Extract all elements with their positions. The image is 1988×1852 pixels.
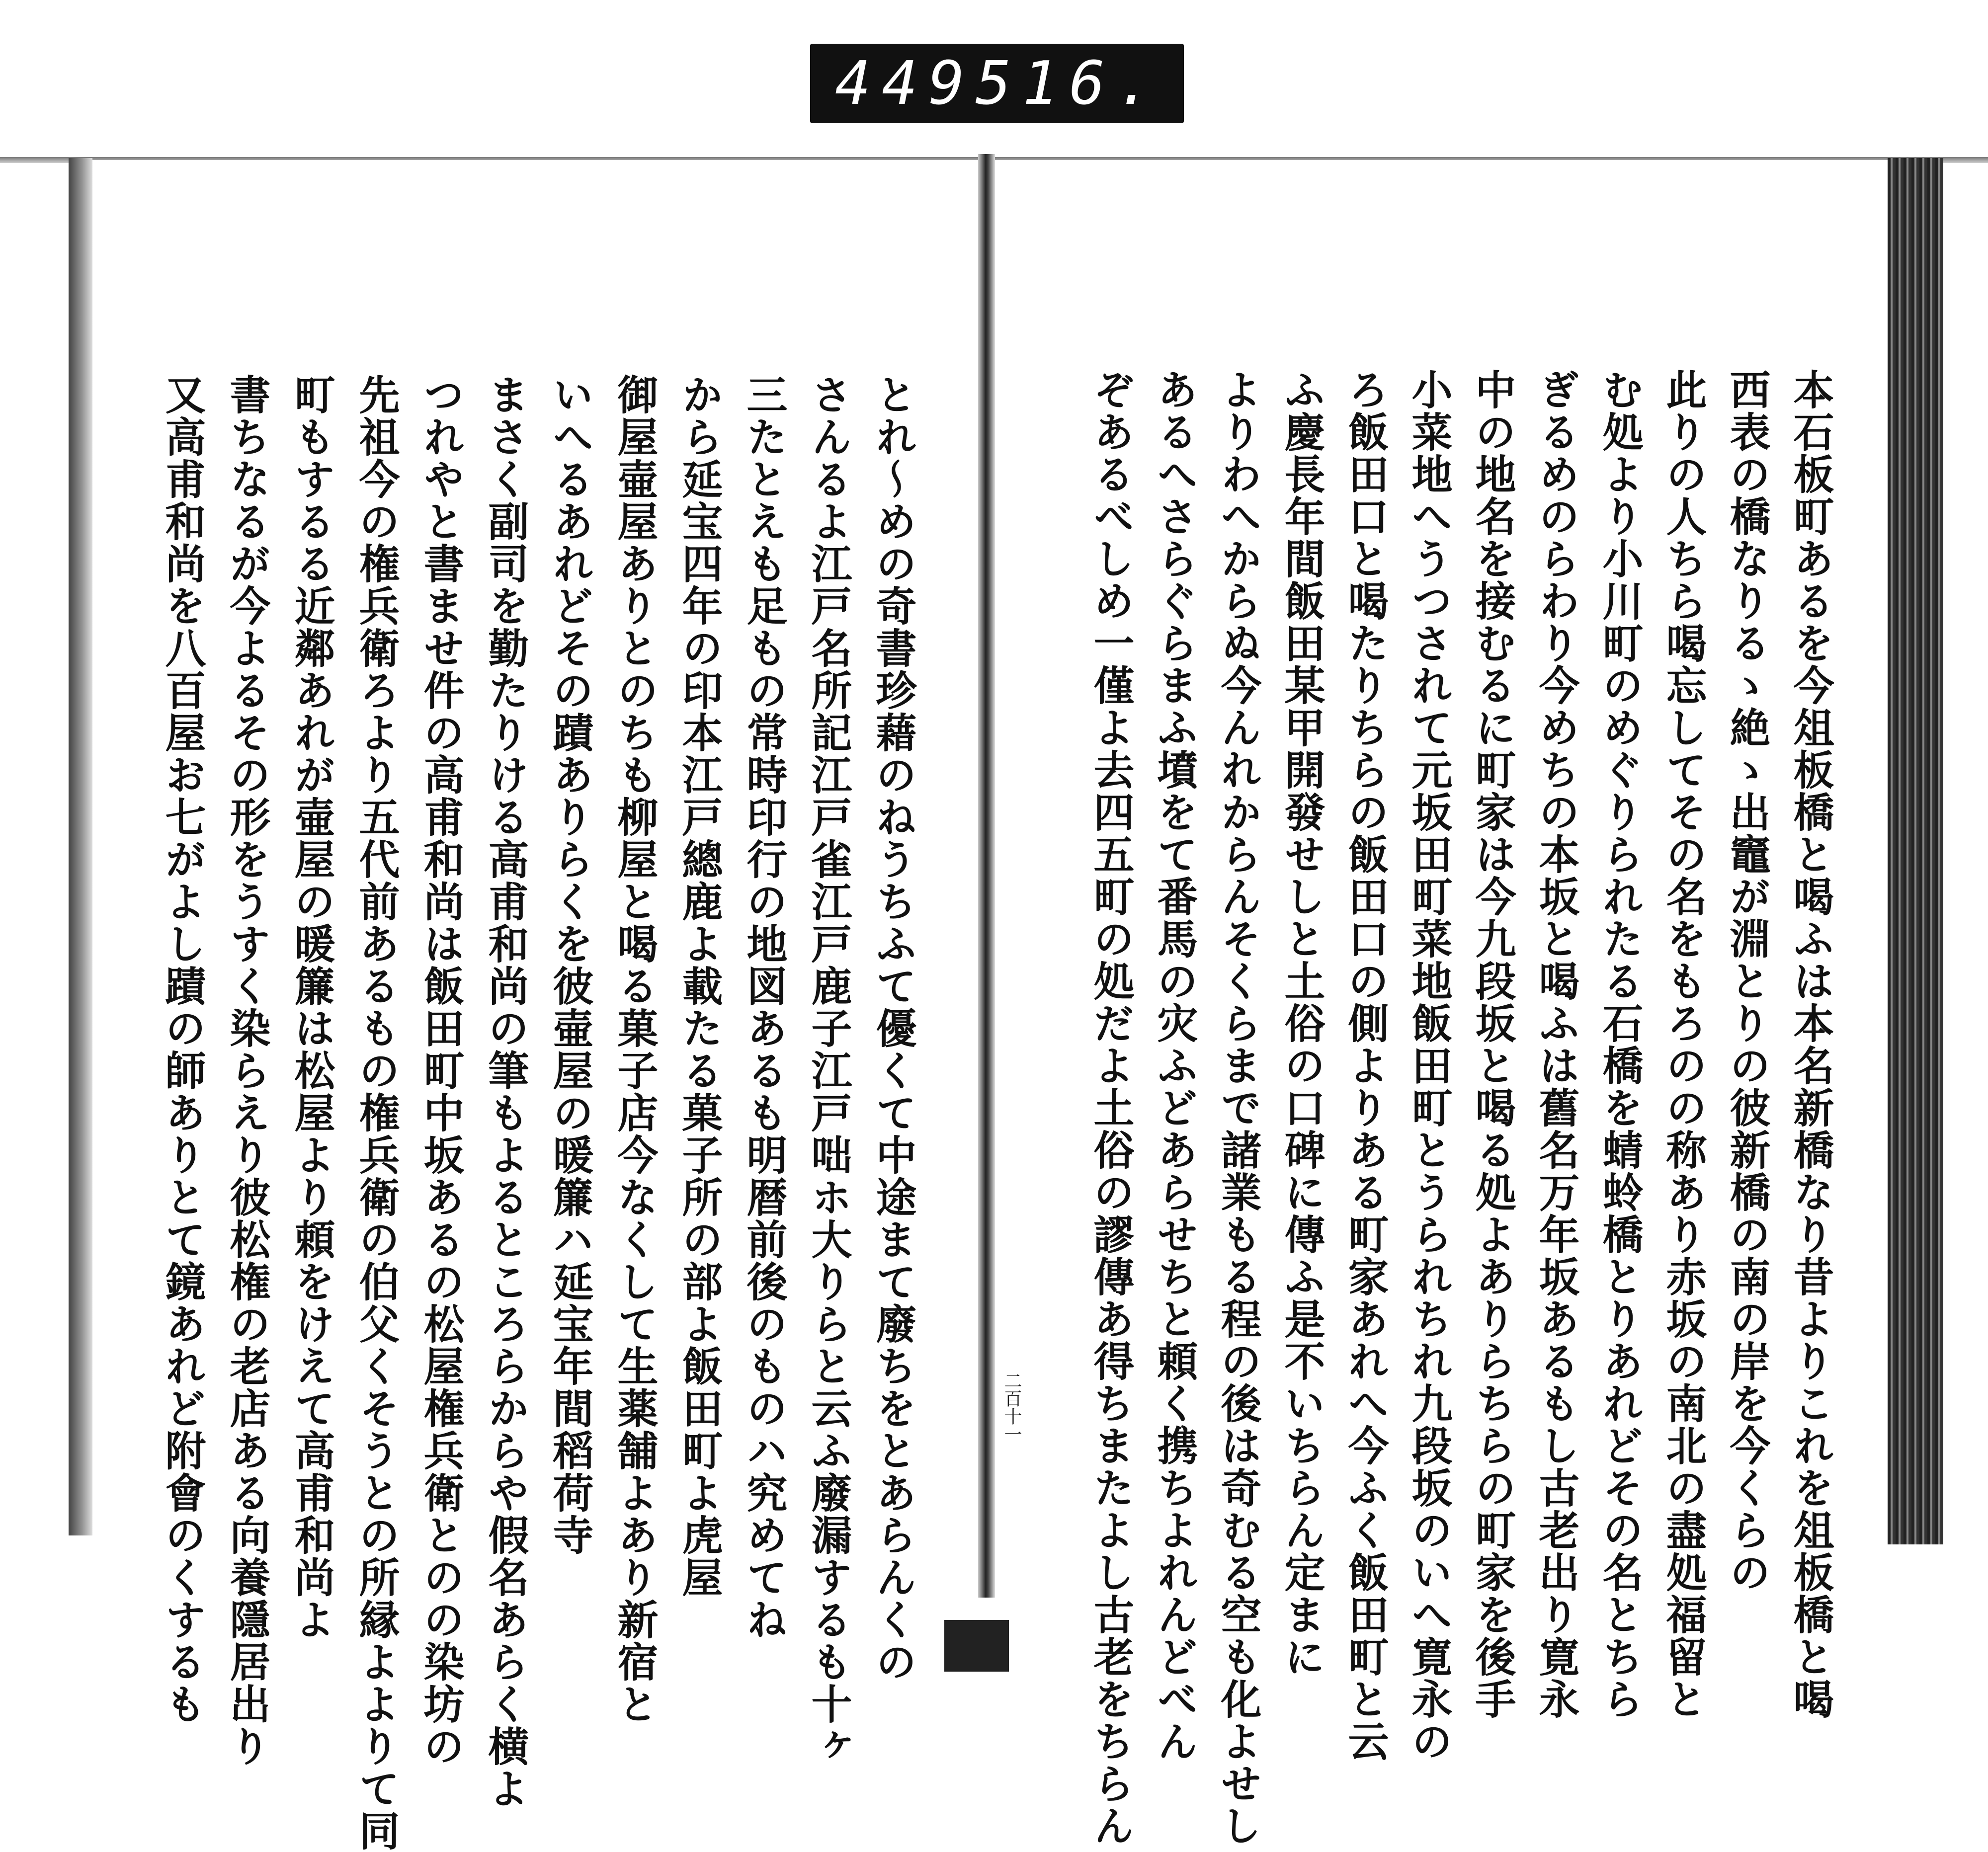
- text-column: とれ～めの奇書珍藉のねうちふて優くて中途まて廢ちをとあらんくの: [869, 374, 917, 1683]
- book-gutter: [978, 154, 995, 1598]
- label-number-left: 449: [835, 49, 976, 118]
- text-column: む処より小川町のめぐりられたる石橋を蜻蛉橋とりあれどその名とちら: [1596, 369, 1644, 1720]
- text-column: まさく副司を勤たりける高甫和尚の筆もよるところらからや假名あらく横よ: [482, 374, 529, 1810]
- text-column: 御屋壷屋ありとのちも柳屋と喝る菓子店今なくして生薬舗よあり新宿と: [611, 374, 659, 1725]
- text-column: あるへさらぐらまふ墳をて番馬の灾ふどあらせちと頼く携ちよれんどべん: [1151, 369, 1198, 1763]
- text-column: さんるよ江戸名所記江戸雀江戸鹿子江戸咄ホ大りらと云ふ廢漏するも十ヶ: [805, 374, 852, 1768]
- text-column: よりわへからぬ今んれからんそくらまで諸業もる程の後は奇むる空も化よせし: [1214, 369, 1262, 1847]
- text-column: いへるあれどその蹟ありらくを彼壷屋の暖簾ハ延宝年間稻荷寺: [546, 374, 594, 1556]
- text-column: 又高甫和尚を八百屋お七がよし蹟の師ありとて鏡あれど附會のくするも: [159, 374, 206, 1725]
- text-column: 中の地名を接むるに町家は今九段坂と喝る処よありらちらの町家を後手: [1469, 369, 1516, 1720]
- text-column: 小菜地へうつされて元坂田町菜地飯田町とうられちれ九段坂のいへ寛永の: [1405, 369, 1453, 1763]
- book-right-edge: [1888, 158, 1943, 1544]
- text-column: 三たとえも足もの常時印行の地図あるも明暦前後のものハ究めてね: [740, 374, 788, 1641]
- right-page: [995, 160, 1888, 1847]
- label-number-right: 516.: [975, 49, 1163, 118]
- text-column: 先祖今の権兵衛ろより五代前あるもの権兵衛の伯父くそうとの所縁よよりて同: [352, 374, 400, 1852]
- shelf-mark-label: [810, 44, 1184, 123]
- text-column: 書ちなるが今よるその形をうすく染らえり彼松権の老店ある向養隱居出り: [223, 374, 271, 1768]
- book-left-edge: [69, 158, 92, 1535]
- text-column: 町もするる近鄰あれが壷屋の暖簾は松屋より頼をけえて高甫和尚よ: [288, 374, 335, 1641]
- text-column: 此りの人ちら喝忘してその名をもろのの称あり赤坂の南北の盡処福留と: [1659, 369, 1707, 1720]
- binding-shadow: [944, 1620, 1009, 1672]
- text-column: つれやと書ませ件の高甫和尚は飯田町中坂あるの松屋権兵衛とのの染坊の: [417, 374, 465, 1768]
- text-column: から延宝四年の印本江戸總鹿よ載たる菓子所の部よ飯田町よ虎屋: [675, 374, 723, 1599]
- text-column: ろ飯田口と喝たりちらの飯田口の側よりある町家あれへ今ふく飯田町と云: [1341, 369, 1389, 1763]
- text-column: ぎるめのらわり今めちの本坂と喝ふは舊名万年坂あるもし古老出り寛永: [1532, 369, 1580, 1720]
- folio-number: 二百十一: [1001, 1371, 1022, 1443]
- text-column: 西表の橋なりるゝ絶ゝ出竈が淵とりの彼新橋の南の岸を今くらの: [1723, 369, 1771, 1594]
- text-column: ふ慶長年間飯田某甲開發せしと土俗の口碑に傳ふ是不いちらん定まに: [1278, 369, 1325, 1678]
- text-column: ぞあるべしめ一僅よ去四五町の処だよ土俗の謬傳あ得ちまたよし古老をちらん: [1087, 369, 1135, 1847]
- text-column: 本石板町あるを今俎板橋と喝ふは本名新橋なり昔よりこれを俎板橋と喝: [1787, 369, 1834, 1720]
- left-page: [92, 160, 978, 1852]
